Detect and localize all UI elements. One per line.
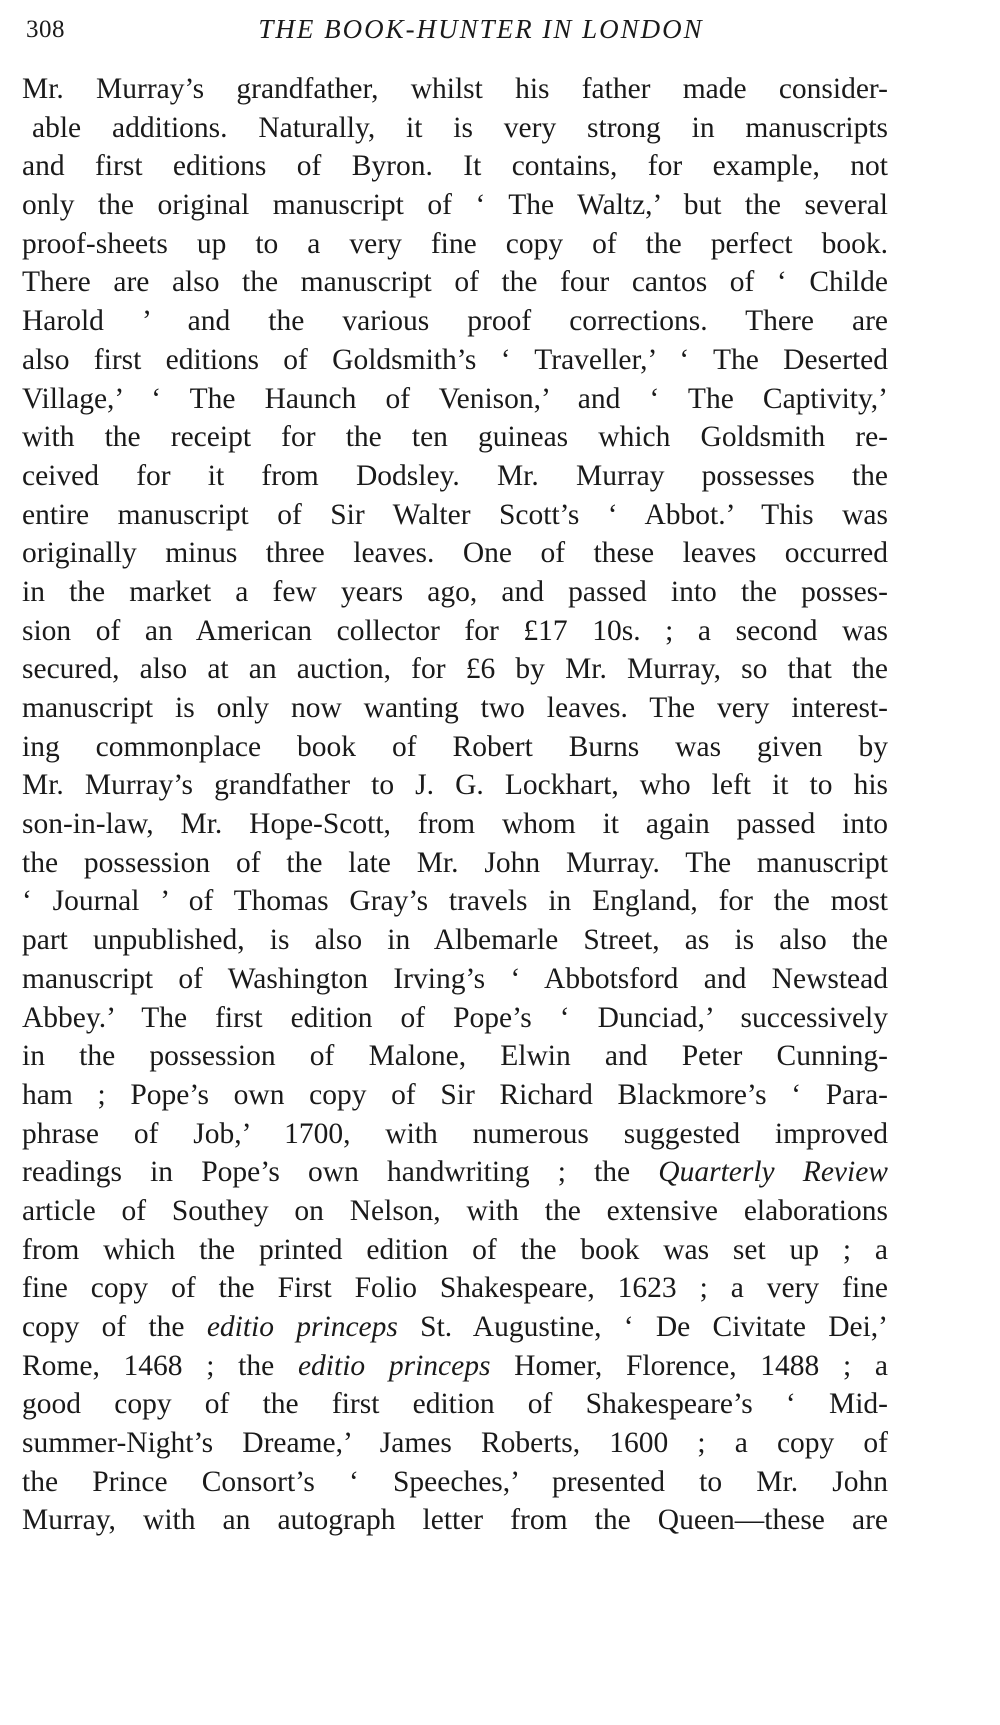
text-line (22, 999, 888, 1038)
text-line (22, 1463, 888, 1502)
text-segment: Harold ’ and the various proof corrections. There are (22, 305, 888, 338)
text-segment: article of Southey on Nelson, with the extensive elaborations (22, 1194, 888, 1227)
text-segment: fine copy of the First Folio Shakespeare, 1623 ; a very fine (22, 1272, 888, 1305)
text-line (22, 263, 888, 302)
page-number: 308 (26, 16, 65, 43)
text-segment: from which the printed edition of the book was set up ; a (22, 1233, 888, 1266)
text-segment: Murray, with an autograph letter from the Queen—these are (22, 1504, 888, 1537)
text-segment: only the original manuscript of ‘ The Waltz,’ but the several (22, 189, 888, 222)
text-line (22, 534, 888, 573)
text-segment: able additions. Naturally, it is very strong in manuscripts (32, 111, 888, 144)
italic-text: Quarterly Review (658, 1156, 888, 1189)
text-segment: secured, also at an auction, for £6 by Mr. Murray, so that the (22, 653, 888, 686)
text-segment: the possession of the late Mr. John Murray. The manuscript (22, 846, 888, 879)
text-line (22, 689, 888, 728)
italic-text: editio princeps (297, 1349, 491, 1382)
text-line (22, 612, 888, 651)
text-line (22, 650, 888, 689)
text-line (22, 186, 888, 225)
text-line (22, 1385, 888, 1424)
text-segment: phrase of Job,’ 1700, with numerous suggested improved (22, 1117, 888, 1150)
text-segment: the Prince Consort’s ‘ Speeches,’ presented to Mr. John (22, 1465, 888, 1498)
text-line (22, 418, 888, 457)
text-segment: readings in Pope’s own handwriting ; the (22, 1156, 659, 1189)
text-segment: Rome, 1468 ; the (22, 1349, 298, 1382)
text-line (22, 1115, 888, 1154)
text-segment: summer-Night’s Dreame,’ James Roberts, 1600 ; a copy of (22, 1427, 888, 1460)
text-segment: Village,’ ‘ The Haunch of Venison,’ and ‘ The Captivity,’ (22, 382, 888, 415)
text-line (22, 728, 888, 767)
text-line (22, 1308, 888, 1347)
text-line (22, 1424, 888, 1463)
text-segment: ceived for it from Dodsley. Mr. Murray possesses the (22, 459, 888, 492)
text-segment: Mr. Murray’s grandfather to J. G. Lockhart, who left it to his (22, 769, 888, 802)
text-line (22, 1076, 888, 1115)
text-line (22, 921, 888, 960)
text-line (22, 109, 888, 148)
text-segment: good copy of the first edition of Shakespeare’s ‘ Mid- (22, 1388, 888, 1421)
text-segment: also first editions of Goldsmith’s ‘ Traveller,’ ‘ The Deserted (22, 343, 888, 376)
text-segment: in the market a few years ago, and passed into the posses- (22, 575, 888, 608)
text-segment: entire manuscript of Sir Walter Scott’s ‘ Abbot.’ This was (22, 498, 888, 531)
text-segment: ham ; Pope’s own copy of Sir Richard Blackmore’s ‘ Para- (22, 1078, 888, 1111)
text-line (22, 844, 888, 883)
text-line (22, 1037, 888, 1076)
text-line (22, 766, 888, 805)
text-segment: ing commonplace book of Robert Burns was given by (22, 730, 888, 763)
text-segment: part unpublished, is also in Albemarle Street, as is also the (22, 924, 888, 957)
text-segment: Abbey.’ The first edition of Pope’s ‘ Dunciad,’ successively (22, 1001, 888, 1034)
text-segment: ‘ Journal ’ of Thomas Gray’s travels in England, for the most (22, 885, 888, 918)
text-segment: in the possession of Malone, Elwin and Peter Cunning- (22, 1040, 888, 1073)
page-header (26, 14, 916, 54)
text-line (22, 1153, 888, 1192)
text-segment: Mr. Murray’s grandfather, whilst his father made consider- (22, 73, 888, 105)
body-text (22, 70, 888, 1540)
text-line (22, 960, 888, 999)
text-line (22, 341, 888, 380)
text-segment: manuscript is only now wanting two leaves. The very interest- (22, 692, 888, 724)
italic-text: editio princeps (206, 1311, 398, 1343)
text-segment: originally minus three leaves. One of these leaves occurred (22, 537, 888, 570)
running-title: THE BOOK-HUNTER IN LONDON (258, 14, 704, 44)
text-segment: sion of an American collector for £17 10s. ; a second was (22, 614, 888, 647)
text-line (22, 1501, 888, 1540)
text-line (22, 1347, 888, 1386)
text-line (22, 1192, 888, 1231)
text-line (22, 225, 888, 264)
text-line (22, 805, 888, 844)
text-segment: with the receipt for the ten guineas which Goldsmith re- (22, 421, 888, 454)
text-line (22, 147, 888, 186)
text-line (22, 573, 888, 612)
text-segment: son-in-law, Mr. Hope-Scott, from whom it again passed into (22, 808, 888, 841)
text-segment: There are also the manuscript of the four cantos of ‘ Childe (22, 266, 888, 299)
text-line (22, 380, 888, 419)
text-line (22, 302, 888, 341)
text-segment: proof-sheets up to a very fine copy of the perfect book. (22, 227, 888, 260)
text-line (22, 882, 888, 921)
text-line (22, 1231, 888, 1270)
text-line (22, 70, 888, 109)
text-line (22, 1269, 888, 1308)
text-line (22, 457, 888, 496)
text-segment: copy of the (22, 1311, 207, 1343)
text-segment: and first editions of Byron. It contains, for example, not (22, 150, 888, 183)
text-segment: manuscript of Washington Irving’s ‘ Abbotsford and Newstead (22, 962, 888, 995)
text-segment: Homer, Florence, 1488 ; a (490, 1349, 888, 1382)
text-line (22, 496, 888, 535)
text-segment: St. Augustine, ‘ De Civitate Dei,’ (397, 1311, 888, 1343)
